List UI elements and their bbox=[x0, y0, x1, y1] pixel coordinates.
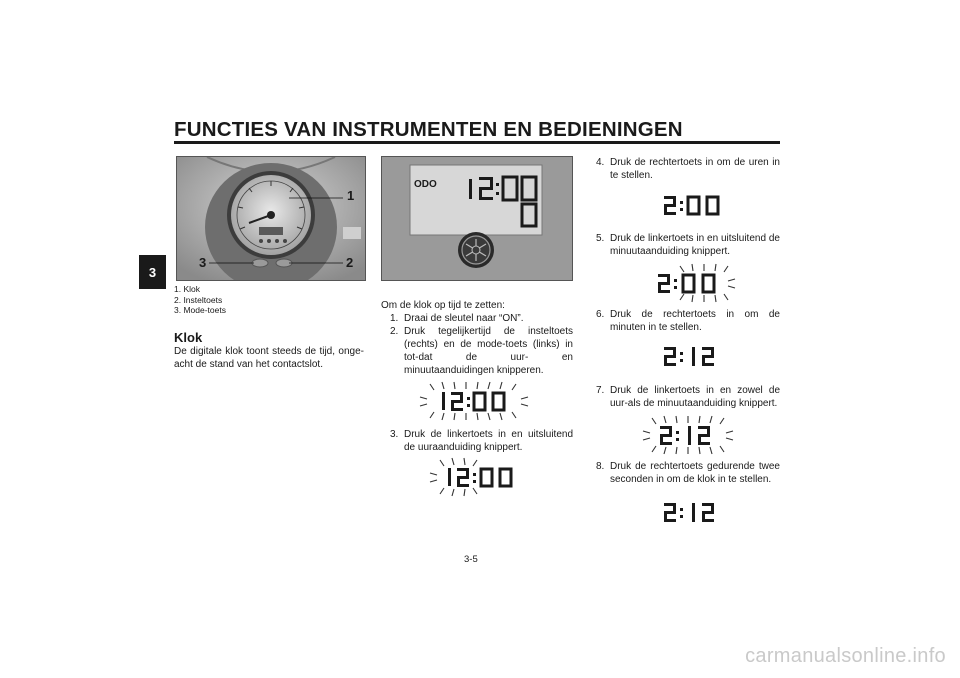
section-heading-klok: Klok bbox=[174, 330, 203, 345]
step-number: 3. bbox=[390, 429, 399, 440]
step-6 bbox=[596, 308, 780, 334]
step-number: 6. bbox=[596, 309, 605, 320]
step-text: Druk de linkertoets in en uitsluitend de minuutaanduiding knippert. bbox=[610, 233, 780, 257]
lcd-display-hours-blinking bbox=[428, 456, 528, 498]
klok-description: De digitale klok toont steeds de tijd, onge-acht de stand van het contactslot. bbox=[174, 346, 364, 370]
odo-label: ODO bbox=[414, 179, 437, 190]
page-title: FUNCTIES VAN INSTRUMENTEN EN BEDIENINGEN bbox=[174, 118, 683, 141]
step-text: Druk de linkertoets in en zowel de uur-als de minuutaanduiding knippert. bbox=[610, 385, 780, 409]
lcd-display-all-blinking bbox=[418, 380, 530, 422]
page-number: 3-5 bbox=[464, 554, 478, 565]
step-8 bbox=[596, 460, 780, 486]
procedure-intro: Om de klok op tijd te zetten: bbox=[381, 300, 505, 311]
lcd-display-set-hours bbox=[660, 193, 726, 219]
step-number: 7. bbox=[596, 385, 605, 396]
step-2 bbox=[390, 325, 573, 377]
step-text: Druk de linkertoets in en uitsluitend de uuraanduiding knippert. bbox=[404, 429, 573, 453]
lcd-display-minutes-blinking bbox=[652, 262, 736, 304]
step-text: Draai de sleutel naar “ON”. bbox=[404, 313, 524, 324]
callout-2: 2 bbox=[346, 255, 354, 270]
figure1-captions bbox=[174, 284, 226, 316]
caption-mode-toets: 3. Mode-toets bbox=[174, 305, 226, 315]
step-text: Druk tegelijkertijd de insteltoets (rechts) en de mode-toets (links) in tot-dat de uur- en minuutaanduidingen knipperen. bbox=[404, 326, 573, 376]
lcd-display-all-blinking-2 bbox=[642, 414, 734, 456]
step-1 bbox=[390, 312, 573, 325]
lcd-panel-photo bbox=[381, 156, 573, 281]
callout-3: 3 bbox=[199, 255, 207, 270]
step-3 bbox=[390, 428, 573, 454]
step-7 bbox=[596, 384, 780, 410]
lcd-panel-illustration bbox=[382, 157, 572, 280]
step-text: Druk de rechtertoets in om de uren in te stellen. bbox=[610, 157, 780, 181]
chapter-tab: 3 bbox=[139, 255, 166, 289]
title-rule bbox=[174, 141, 780, 144]
step-5 bbox=[596, 232, 780, 258]
caption-klok: 1. Klok bbox=[174, 284, 200, 294]
watermark: carmanualsonline.info bbox=[745, 645, 946, 667]
lcd-display-set-minutes bbox=[660, 344, 726, 370]
step-number: 1. bbox=[390, 313, 399, 324]
step-number: 4. bbox=[596, 157, 605, 168]
step-4 bbox=[596, 156, 780, 182]
step-number: 8. bbox=[596, 461, 605, 472]
callout-1: 1 bbox=[347, 188, 355, 203]
step-text: Druk de rechtertoets gedurende twee seconden in om de klok in te stellen. bbox=[610, 461, 780, 485]
step-number: 5. bbox=[596, 233, 605, 244]
step-text: Druk de rechtertoets in om de minuten in te stellen. bbox=[610, 309, 780, 333]
caption-insteltoets: 2. Insteltoets bbox=[174, 294, 223, 305]
step-number: 2. bbox=[390, 326, 399, 337]
lcd-display-final bbox=[660, 500, 726, 526]
